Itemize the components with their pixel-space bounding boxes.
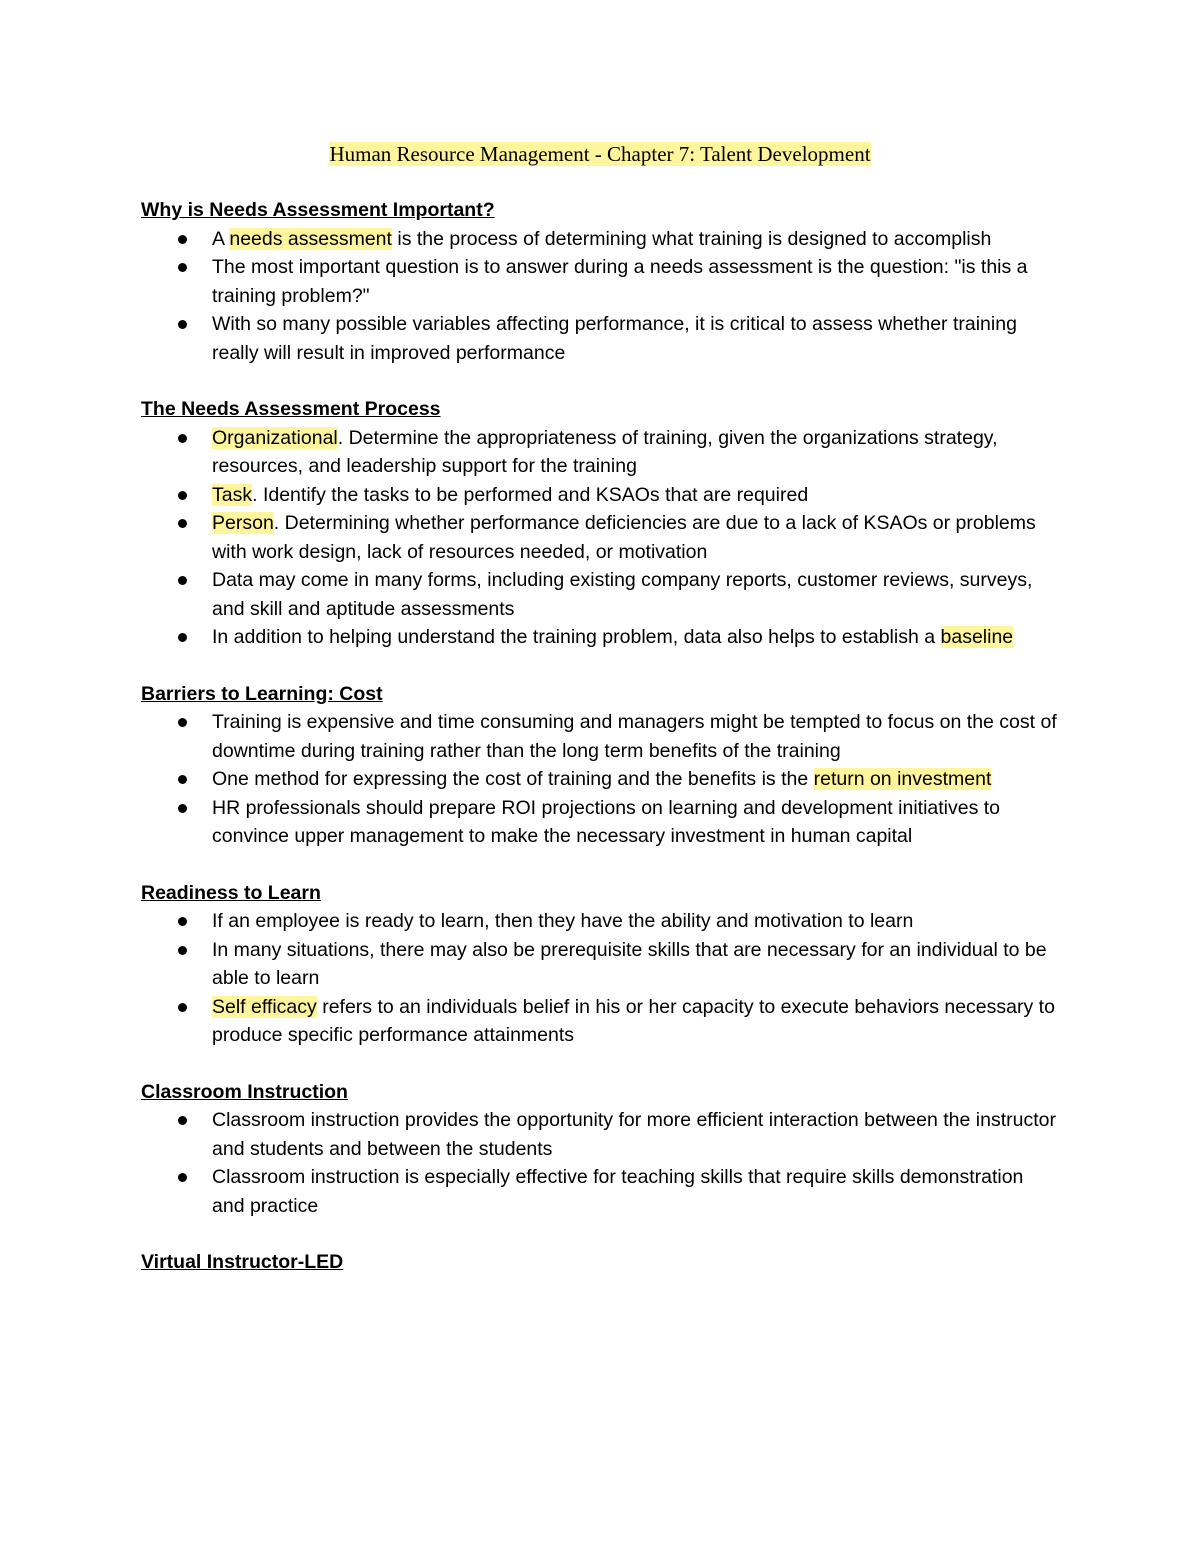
section-heading: Barriers to Learning: Cost <box>141 682 383 705</box>
list-item: Person. Determining whether performance deficiencies are due to a lack of KSAOs or problems with work design, lack of resources needed, or motivation <box>141 509 1061 566</box>
bullet-icon <box>178 718 187 727</box>
section-needs-assessment-importance <box>141 196 1061 367</box>
list-item: If an employee is ready to learn, then they have the ability and motivation to learn <box>141 907 1061 936</box>
document-body <box>141 196 1061 1305</box>
section-readiness-to-learn <box>141 879 1061 1050</box>
bullet-list <box>141 424 1061 652</box>
bullet-list <box>141 907 1061 1050</box>
section-heading: The Needs Assessment Process <box>141 398 441 420</box>
bullet-list <box>141 708 1061 851</box>
bullet-icon <box>178 1173 187 1182</box>
bullet-icon <box>178 491 187 500</box>
list-item: The most important question is to answer during a needs assessment is the question: "is this a training problem?" <box>141 253 1061 310</box>
list-item: Self efficacy refers to an individuals belief in his or her capacity to execute behaviors necessary to produce specific performance attainments <box>141 993 1061 1050</box>
list-item: A needs assessment is the process of determining what training is designed to accomplish <box>141 225 1061 254</box>
bullet-icon <box>178 235 187 244</box>
list-item: In many situations, there may also be prerequisite skills that are necessary for an individual to be able to learn <box>141 936 1061 993</box>
section-classroom-instruction <box>141 1078 1061 1221</box>
list-item: Training is expensive and time consuming and managers might be tempted to focus on the cost of downtime during training rather than the long term benefits of the training <box>141 708 1061 765</box>
highlighted-term: baseline <box>940 626 1014 648</box>
bullet-icon <box>178 263 187 272</box>
highlighted-term: Self efficacy <box>212 995 317 1018</box>
section-virtual-instructor-led <box>141 1248 1061 1277</box>
list-item: Classroom instruction is especially effective for teaching skills that require skills demonstration and practice <box>141 1163 1061 1220</box>
list-item: Data may come in many forms, including existing company reports, customer reviews, surveys, and skill and aptitude assessments <box>141 566 1061 623</box>
section-heading: Classroom Instruction <box>141 1080 348 1103</box>
list-item: Classroom instruction provides the opportunity for more efficient interaction between the instructor and students and between the students <box>141 1106 1061 1163</box>
list-item: In addition to helping understand the training problem, data also helps to establish a baseline <box>141 623 1061 652</box>
highlighted-term: needs assessment <box>229 227 392 250</box>
bullet-icon <box>178 1116 187 1125</box>
section-heading: Virtual Instructor-LED <box>141 1251 344 1273</box>
list-item: HR professionals should prepare ROI projections on learning and development initiatives to convince upper management to make the necessary investment in human capital <box>141 794 1061 851</box>
bullet-list <box>141 1106 1061 1220</box>
bullet-icon <box>178 946 187 955</box>
bullet-icon <box>178 576 187 585</box>
bullet-icon <box>178 775 187 784</box>
section-needs-assessment-process <box>141 395 1061 652</box>
bullet-icon <box>178 1003 187 1012</box>
bullet-icon <box>178 320 187 329</box>
list-item: With so many possible variables affecting performance, it is critical to assess whether training really will result in improved performance <box>141 310 1061 367</box>
list-item: Task. Identify the tasks to be performed and KSAOs that are required <box>141 481 1061 510</box>
bullet-icon <box>178 917 187 926</box>
highlighted-term: Person <box>212 512 274 534</box>
bullet-icon <box>178 434 187 443</box>
highlighted-term: Task <box>212 483 253 506</box>
list-item: One method for expressing the cost of training and the benefits is the return on investment <box>141 765 1061 794</box>
highlighted-term: return on investment <box>813 768 992 790</box>
document-title-text: Human Resource Management - Chapter 7: Talent Development <box>329 142 871 166</box>
bullet-icon <box>178 519 187 528</box>
bullet-icon <box>178 633 187 642</box>
section-barriers-cost <box>141 680 1061 851</box>
list-item: Organizational. Determine the appropriateness of training, given the organizations strategy, resources, and leadership support for the training <box>141 424 1061 481</box>
section-heading: Why is Needs Assessment Important? <box>141 199 495 221</box>
bullet-icon <box>178 804 187 813</box>
document-title <box>0 140 1200 168</box>
section-heading: Readiness to Learn <box>141 881 321 904</box>
bullet-list <box>141 225 1061 368</box>
highlighted-term: Organizational <box>212 426 338 449</box>
